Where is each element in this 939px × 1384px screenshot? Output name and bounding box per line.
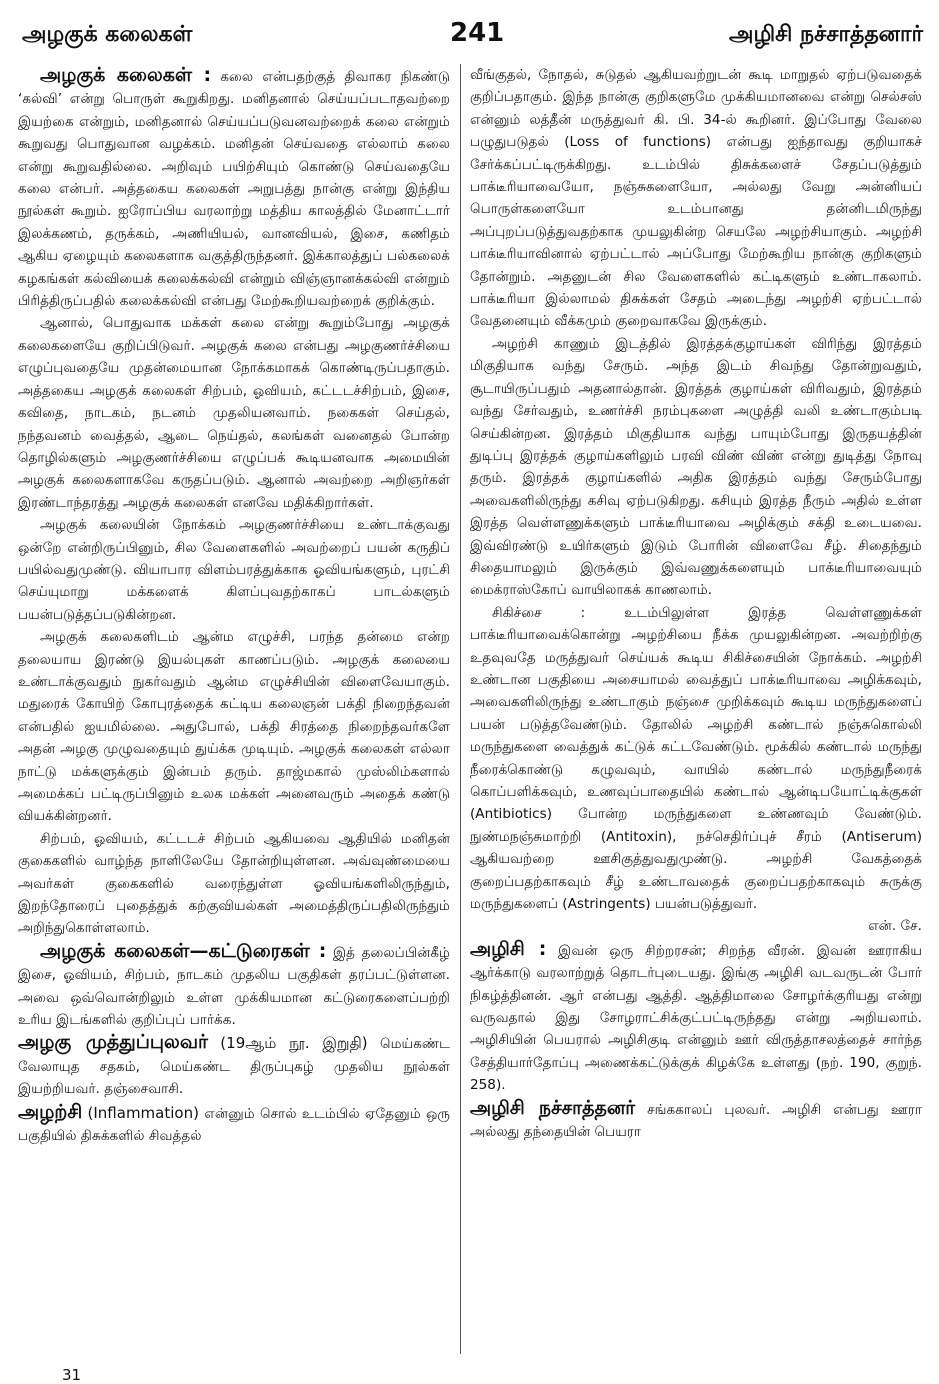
- entry-body: இத் தலைப்பின்கீழ் இசை, ஓவியம், சிற்பம், நாடகம் முதலிய பகுதிகள் தரப்பட்டுள்ளன. அவை ஒவ்வொன்றிலும் உள்ள முக்கியமான கட்டுரைகளைப்பற்றி உரிய இடங்களில் குறிப்புப் பார்க்க.: [18, 944, 450, 1029]
- column-divider: [460, 64, 461, 1354]
- entry-english-term: (Inflammation): [87, 1103, 199, 1122]
- entry-heading: அழற்சி: [18, 1100, 83, 1123]
- entry-heading: அழகுக் கலைகள் :: [40, 64, 212, 86]
- entry-heading: அழகு முத்துப்புலவர்: [18, 1031, 208, 1054]
- paragraph: அழற்சி காணும் இடத்தில் இரத்தக்குழாய்கள் விரிந்து இரத்தம் மிகுதியாக வந்து சேரும். அந்த இடம் சிவந்து தோன்றுவதும், சூடாயிருப்பதும் அதனால்தான். இரத்தக் குழாய்கள் விரிவதும், இரத்தம் வந்து சேர்வதும், உணர்ச்சி நரம்புகளை அழுத்தி வலி உண்டாகும்படி செய்கின்றன. இரத்தம் மிகுதியாக வந்து பாயும்போது இருதயத்தின் துடிப்பு இரத்தக் குழாய்களிலும் பரவி விண் விண் என்று துடித்து நோவு தரும். இரத்தக் குழாய்களில் அதிக இரத்தம் வந்து சேரும்போது அவைகளிலிருந்து கசிவு ஏற்படுகிறது. கசியும் இரத்த நீரும் அதில் உள்ள இரத்த வெள்ளணுக்களும் பாக்டீரியாவை அழிக்கும் சக்தி உடையவை. இவ்விரண்டு உயிர்களும் இடும் போரின் விளைவே சீழ். சிதைந்தும் சிதையாமலும் இருக்கும் இவ்வணுக்களையும் பாக்டீரியாவையும் மைக்ராஸ்கோப் வாயிலாகக் காணலாம்.: [470, 335, 922, 599]
- entry-azhagu-kalaigal-katturaigal: [18, 940, 450, 1032]
- entry-azhisi-nachathanar: [470, 1097, 922, 1144]
- author-signature: என். சே.: [868, 918, 922, 935]
- paragraph: அழகுக் கலையின் நோக்கம் அழகுணர்ச்சியை உண்டாக்குவது ஒன்றே என்றிருப்பினும், சில வேளைகளில் அவற்றைப் பயன் கருதிப் பயில்வதுமுண்டு. வியாபார விளம்பரத்துக்காக ஓவியங்களும், புரட்சி செய்யுமாறு மக்களைக் கிளப்புவதற்காகப் பாடல்களும் பயன்படுத்தப்படுகின்றன.: [18, 517, 450, 623]
- entry-azhagu-kalaigal: [18, 64, 450, 312]
- paragraph: அழகுக் கலைகளிடம் ஆன்ம எழுச்சி, பரந்த தன்மை என்ற தலையாய இரண்டு இயல்புகள் காணப்படும். அழகுக் கலையை உண்டாக்குவதும் நுகர்வதும் ஆன்ம எழுச்சியின் விளைவேயாகும். மதுரைக் கோயிற் கோபுரத்தைக் கட்டிய கலைஞன் பக்தி நிறைந்தவன் என்பதில் ஐயமில்லை. அதுபோல், பக்தி சிரத்தை நிறைந்தவர்களே அதன் அழகு முழுவதையும் துய்க்க முடியும். அழகுக் கலைகள் எல்லா நாட்டு மக்களுக்கும் இன்பம் தரும். தாஜ்மகால் முஸ்லிம்களால் அமைக்கப் பட்டிருப்பினும் உலக மக்கள் அனைவரும் அதைக் கண்டு வியக்கின்றனர்.: [18, 629, 450, 825]
- signature-mark: 31: [62, 1366, 82, 1384]
- entry-body: கலை என்பதற்குத் திவாகர நிகண்டு ‘கல்வி’ என்று பொருள் கூறுகிறது. மனிதனால் செய்யப்படாதவற்றை இயற்கை என்றும், மனிதனால் செய்யப்படுவனவற்றைக் கலை என்றும் கூறுவது பொதுவான வழக்கம். மனிதன் செய்வதை எல்லாம் கலை என்று கூறுவதில்லை. அறிவும் பயிற்சியும் கொண்டு செய்வதையே கலை என்பர். அத்தகைய கலைகள் அறுபத்து நான்கு என்று இந்திய நூல்கள் கூறும். ஐரோப்பிய வரலாற்று மத்திய காலத்தில் மேனாட்டார் இலக்கணம், தருக்கம், அணியியல், வானவியல், இசை, கணிதம் ஆகிய ஏழையும் கலைகளாக வகுத்திருந்தனர். இக்காலத்துப் பல்கலைக் கழகங்கள் கல்வியைக் கலைக்கல்வி என்றும் விஞ்ஞானக்கல்வி என்றும் பிரித்திருப்பதில் கலைக்கல்வி என்பது மேற்கூறியவற்றைக் குறிக்கும்.: [18, 69, 450, 310]
- page-header: [0, 0, 939, 56]
- entry-body: என்னும் சொல் உடம்பில் ஏதேனும் ஒரு பகுதியில் திசுக்களில் சிவத்தல்: [18, 1105, 450, 1145]
- running-head-left: அழகுக் கலைகள்: [22, 22, 193, 47]
- right-column: [470, 64, 922, 1364]
- page-number: 241: [450, 18, 505, 48]
- entry-body: இவன் ஒரு சிற்றரசன்; சிறந்த வீரன். இவன் ஊராகிய ஆர்க்காடு வரலாற்றுத் தொடர்புடையது. இங்கு அழிசி வடவருடன் போர் நிகழ்த்தினன். ஆர் என்பது ஆத்தி. ஆத்திமாலை சோழர்க்குரியது என்று வருவதால் இது சோழராட்சிக்குட்பட்டிருந்தது என்று அறியலாம். அழிசியின் பெயரால் அழிசிகுடி என்னும் ஊர் விருத்தாசலத்தைச் சார்ந்த சேத்தியார்தோப்பு அணைக்கட்டுக்குக் கிழக்கே உள்ளது (நற். 190, குறுந். 258).: [470, 942, 922, 1094]
- left-column: [18, 64, 450, 1364]
- entry-azhisi: [470, 938, 922, 1097]
- entry-heading: அழிசி நச்சாத்தனர்: [470, 1096, 636, 1119]
- paragraph: சிகிச்சை : உடம்பிலுள்ள இரத்த வெள்ளணுக்கள் பாக்டீரியாவைக்கொன்று அழற்சியை நீக்க முயலுகின்றன. அவற்றிற்கு உதவுவதே மருத்துவர் செய்யக் கூடிய சிகிச்சையின் நோக்கம். அழற்சி உண்டான பகுதியை அசையாமல் வைத்துப் பாக்டீரியாவை அழிக்கவும், அவைகளிலிருந்து உண்டாகும் நஞ்சை முறிக்கவும் கூடிய மருந்துகளைப் பயன் படுத்தவேண்டும். தோலில் அழற்சி கண்டால் நஞ்சுகொல்லி மருந்துகளை வைத்துக் கட்டுக் கட்டவேண்டும். மூக்கில் கண்டால் மருந்து நீரைக்கொண்டு கழுவவும், வாயில் கண்டால் மருந்துநீரைக் கொப்பளிக்கவும், உணவுப்பாதையில் கண்டால் ஆன்டிபயோட்டிக்குகள் (Antibiotics) போன்ற மருந்துகளை உண்ணவும் வேண்டும். நுண்மநஞ்சுமாற்றி (Antitoxin), நச்செதிர்ப்புச் சீரம் (Antiserum) ஆகியவற்றை ஊசிகுத்துவதுமுண்டு. அழற்சி வேகத்தைக் குறைப்பதற்காகவும் சீழ் உண்டாவதைக் குறைப்பதற்காகவும் சுருக்கு மருந்துகளைப் (Astringents) பயன்படுத்துவர்.: [470, 604, 922, 913]
- entry-azharchi: [18, 1101, 450, 1148]
- entry-heading: அழகுக் கலைகள்—கட்டுரைகள் :: [40, 939, 327, 962]
- entry-era: (19ஆம் நூ. இறுதி): [220, 1034, 368, 1053]
- entry-body: மெய்கண்ட வேலாயுத சதகம், மெய்கண்ட திருப்புகழ் முதலிய நூல்கள் இயற்றியவர். தஞ்சைவாசி.: [18, 1036, 450, 1098]
- entry-azhagu-muthu-pulavar: [18, 1031, 450, 1100]
- paragraph: ஆனால், பொதுவாக மக்கள் கலை என்று கூறும்போது அழகுக் கலைகளையே குறிப்பிடுவர். அழகுக் கலை என்பது அழகுணர்ச்சியை எழுப்புவதையே முதன்மையான நோக்கமாகக் கொண்டிருப்பதாகும். அத்தகைய அழகுக் கலைகள் சிற்பம், ஓவியம், கட்டடச்சிற்பம், இசை, கவிதை, நாடகம், நடனம் முதலியனவாம். நகைகள் செய்தல், நந்தவனம் வைத்தல், ஆடை நெய்தல், கலங்கள் வனைதல் போன்ற தொழில்களும் அழகுணர்ச்சியை எழுப்பக் கூடியனவாக அமையின் அழகுக் கலைகளாகவே கருதப்படும். ஆனால் அவற்றை அறிஞர்கள் இரண்டாந்தரத்து அழகுக் கலைகள் எனவே மதிக்கிறார்கள்.: [18, 315, 450, 511]
- paragraph: வீங்குதல், நோதல், சுடுதல் ஆகியவற்றுடன் கூடி மாறுதல் ஏற்படுவதைக் குறிப்பதாகும். இந்த நான்கு குறிகளுமே முக்கியமானவை என்று செல்சஸ் என்னும் லத்தீன் மருத்துவர் கி. பி. 34-ல் கூறினர். இப்போது வேலை பழுதுபடுதல் (Loss of functions) என்பது ஐந்தாவது குறியாகச் சேர்க்கப்பட்டிருக்கிறது. உடம்பில் திசுக்களைச் சேதப்படுத்தும் பாக்டீரியாவையோ, நஞ்சுகளையோ, அல்லது வேறு அன்னியப் பொருள்களையோ உடம்பானது தன்னிடமிருந்து அப்புறப்படுத்துவதற்காக முயலுகின்ற செயலே அழற்சியாகும். அழற்சி பாக்டீரியாவினால் ஏற்பட்டால் அப்போது மேற்கூறிய நான்கு குறிகளும் தோன்றும். அதனுடன் சில வேளைகளில் கட்டிகளும் உண்டாகலாம். பாக்டீரியா இல்லாமல் திசுக்கள் சேதம் அடைந்து அழற்சி ஏற்பட்டால் வேதனையும் வீக்கமும் குறைவாகவே இருக்கும்.: [470, 67, 922, 330]
- running-head-right: அழிசி நச்சாத்தனார்: [729, 22, 923, 47]
- entry-heading: அழிசி :: [470, 937, 547, 960]
- paragraph: சிற்பம், ஓவியம், கட்டடச் சிற்பம் ஆகியவை ஆதியில் மனிதன் குகைகளில் வாழ்ந்த நாளிலேயே தோன்றியுள்ளன. அவ்வுண்மையை அவர்கள் குகைகளில் வரைந்துள்ள ஓவியங்களிலிருந்தும், இறந்தோரைப் புதைத்துக் கற்குவியல்கள் அமைத்திருப்பதிலிருந்தும் அறிந்துகொள்ளலாம்.: [18, 830, 450, 937]
- entry-body: சங்ககாலப் புலவர். அழிசி என்பது ஊரா அல்லது தந்தையின் பெயரா: [470, 1101, 922, 1141]
